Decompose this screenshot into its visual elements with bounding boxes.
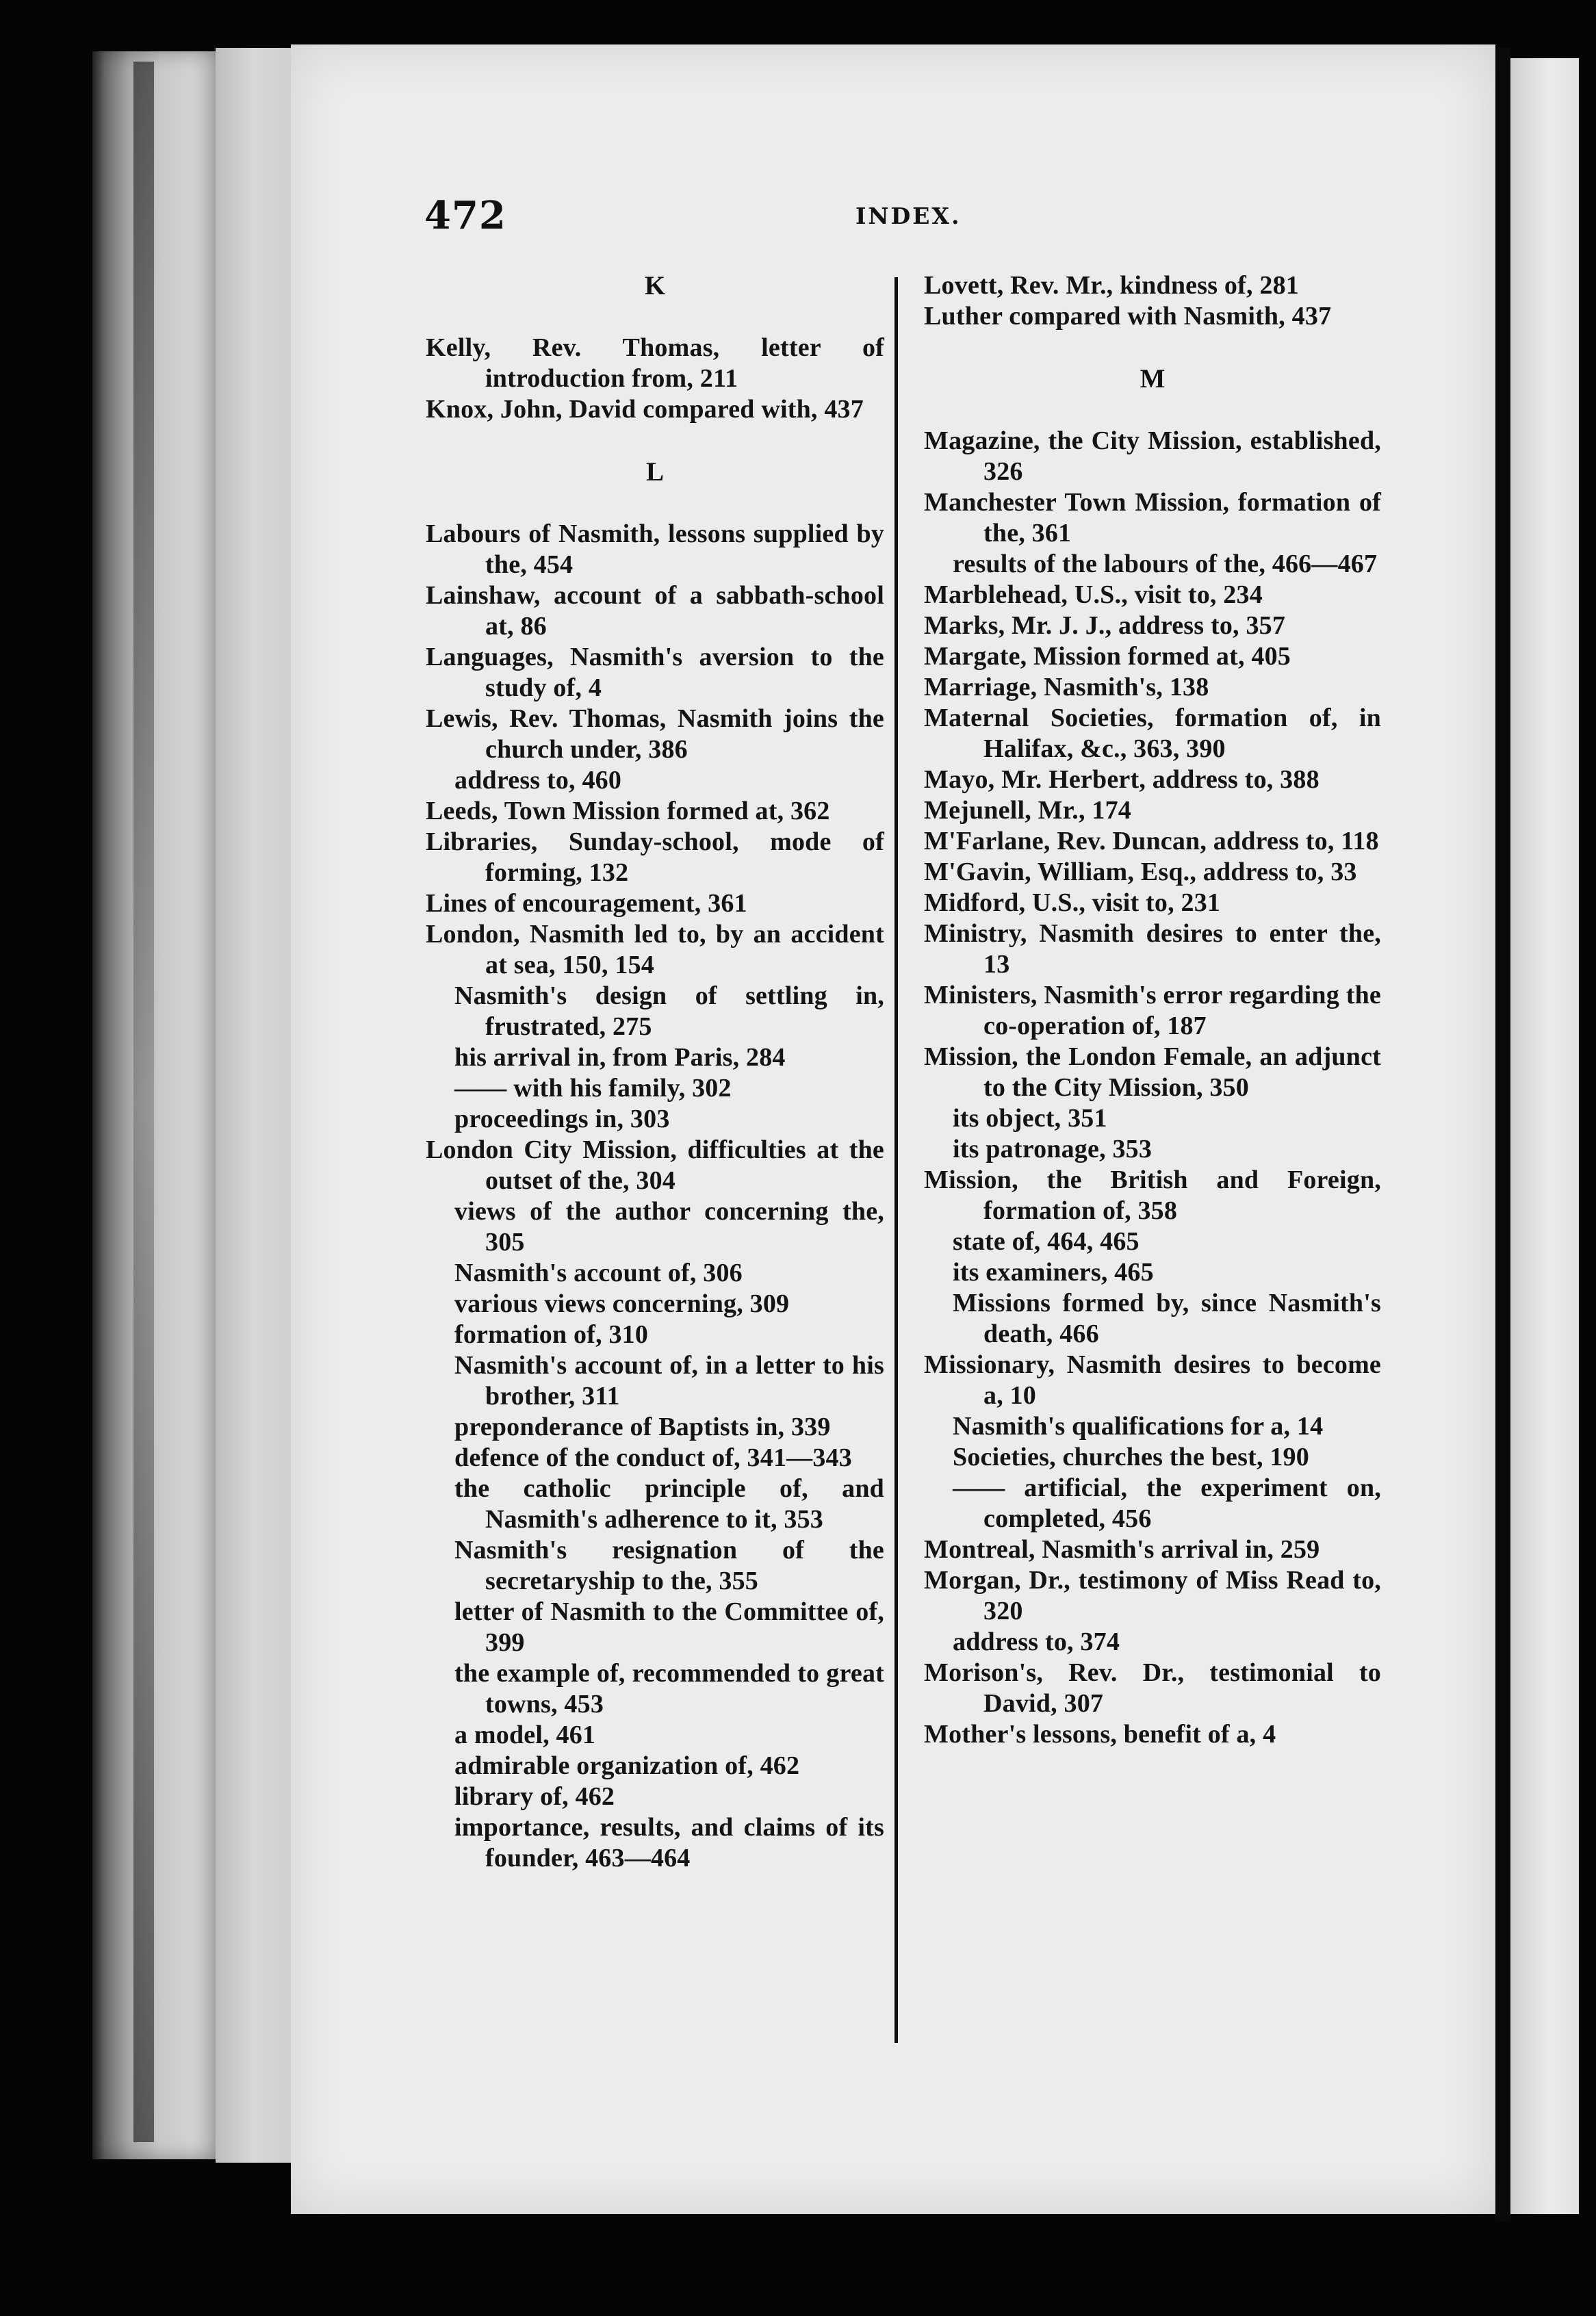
- index-subentry: admirable organization of, 462: [454, 1751, 800, 1780]
- index-subentry: its patronage, 353: [953, 1135, 1153, 1163]
- index-subentry: views of the author concerning the, 305: [454, 1197, 884, 1257]
- index-column-right: [924, 270, 1381, 1750]
- index-entry: Marks, Mr. J. J., address to, 357: [924, 611, 1286, 640]
- index-subentry: Nasmith's account of, in a letter to his brother, 311: [454, 1351, 884, 1411]
- index-subentry: defence of the conduct of, 341—343: [454, 1443, 852, 1472]
- index-entry: Luther compared with Nasmith, 437: [924, 302, 1332, 331]
- index-entry: Leeds, Town Mission formed at, 362: [426, 797, 830, 825]
- section-letter-heading: K: [644, 271, 666, 300]
- index-subentry: Nasmith's account of, 306: [454, 1259, 743, 1287]
- index-entry: Libraries, Sunday-school, mode of forming, 132: [426, 827, 884, 887]
- section-spacer: [924, 394, 1381, 426]
- section-spacer: [924, 332, 1381, 363]
- index-entry: Labours of Nasmith, lessons supplied by the, 454: [426, 519, 884, 579]
- index-subentry: library of, 462: [454, 1782, 615, 1811]
- index-entry: Marblehead, U.S., visit to, 234: [924, 580, 1263, 609]
- index-entry: London City Mission, difficulties at the outset of the, 304: [426, 1135, 884, 1195]
- section-spacer: [426, 301, 884, 333]
- index-subentry: state of, 464, 465: [953, 1227, 1140, 1256]
- index-entry: Ministers, Nasmith's error regarding the co-operation of, 187: [924, 981, 1381, 1040]
- index-subentry: his arrival in, from Paris, 284: [454, 1043, 786, 1072]
- index-subentry: proceedings in, 303: [454, 1105, 670, 1133]
- book-gutter: [1495, 48, 1510, 2221]
- book-page-edges: [92, 51, 216, 2159]
- index-subentry: preponderance of Baptists in, 339: [454, 1413, 831, 1441]
- index-subentry: the catholic principle of, and Nasmith's adherence to it, 353: [454, 1474, 884, 1534]
- index-entry: Languages, Nasmith's aversion to the study of, 4: [426, 643, 884, 702]
- index-entry: Magazine, the City Mission, established, 326: [924, 426, 1381, 486]
- index-subentry: Nasmith's design of settling in, frustrated, 275: [454, 981, 884, 1041]
- index-subentry: address to, 374: [953, 1627, 1120, 1656]
- index-entry: Kelly, Rev. Thomas, letter of introduction from, 211: [426, 333, 884, 393]
- index-column-left: [426, 270, 884, 1874]
- index-entry: Morison's, Rev. Dr., testimonial to David, 307: [924, 1658, 1381, 1718]
- index-subentry: Missions formed by, since Nasmith's death, 466: [953, 1289, 1381, 1348]
- index-entry: M'Gavin, William, Esq., address to, 33: [924, 858, 1357, 886]
- index-entry: Mejunell, Mr., 174: [924, 796, 1131, 825]
- index-subentry: the example of, recommended to great towns, 453: [454, 1659, 884, 1719]
- index-subentry: a model, 461: [454, 1721, 596, 1749]
- index-subentry: address to, 460: [454, 766, 622, 795]
- index-entry: Marriage, Nasmith's, 138: [924, 673, 1209, 702]
- index-entry: Missionary, Nasmith desires to become a, 10: [924, 1350, 1381, 1410]
- index-subentry: Nasmith's resignation of the secretaryship to the, 355: [454, 1536, 884, 1595]
- index-subentry: formation of, 310: [454, 1320, 649, 1349]
- index-subentry: importance, results, and claims of its founder, 463—464: [454, 1813, 884, 1873]
- index-subentry: its examiners, 465: [953, 1258, 1154, 1287]
- index-subentry: letter of Nasmith to the Committee of, 399: [454, 1597, 884, 1657]
- index-entry: M'Farlane, Rev. Duncan, address to, 118: [924, 827, 1379, 855]
- page-header: [424, 193, 1382, 248]
- section-letter-heading: M: [1140, 364, 1166, 394]
- index-subentry: —— with his family, 302: [454, 1074, 732, 1103]
- section-spacer: [426, 487, 884, 519]
- index-entry: Manchester Town Mission, formation of the, 361: [924, 488, 1381, 548]
- page-edge-shadow: [133, 62, 154, 2142]
- section-letter-heading: L: [645, 457, 664, 487]
- index-entry: Lines of encouragement, 361: [426, 889, 747, 918]
- section-spacer: [426, 425, 884, 456]
- index-entry: Midford, U.S., visit to, 231: [924, 888, 1221, 917]
- index-entry: Mission, the British and Foreign, formation of, 358: [924, 1166, 1381, 1225]
- index-subentry: —— artificial, the experiment on, completed, 456: [953, 1474, 1381, 1533]
- index-subentry: Nasmith's qualifications for a, 14: [953, 1412, 1324, 1441]
- index-entry: Knox, John, David compared with, 437: [426, 395, 864, 424]
- index-entry: Mission, the London Female, an adjunct to the City Mission, 350: [924, 1042, 1381, 1102]
- index-entry: London, Nasmith led to, by an accident at sea, 150, 154: [426, 920, 884, 979]
- running-head: INDEX.: [855, 203, 962, 229]
- index-entry: Margate, Mission formed at, 405: [924, 642, 1291, 671]
- index-entry: Morgan, Dr., testimony of Miss Read to, 320: [924, 1566, 1381, 1625]
- index-entry: Lovett, Rev. Mr., kindness of, 281: [924, 271, 1299, 300]
- index-entry: Lewis, Rev. Thomas, Nasmith joins the church under, 386: [426, 704, 884, 764]
- index-entry: Maternal Societies, formation of, in Halifax, &c., 363, 390: [924, 704, 1381, 763]
- index-entry: Montreal, Nasmith's arrival in, 259: [924, 1535, 1320, 1564]
- index-subentry: its object, 351: [953, 1104, 1107, 1133]
- index-subentry: results of the labours of the, 466—467: [953, 550, 1378, 578]
- facing-page-edge: [1510, 58, 1579, 2214]
- index-entry: Mayo, Mr. Herbert, address to, 388: [924, 765, 1320, 794]
- page-edge-inner: [216, 48, 291, 2163]
- index-entry: Ministry, Nasmith desires to enter the, 13: [924, 919, 1381, 979]
- index-subentry: various views concerning, 309: [454, 1289, 790, 1318]
- index-subentry: Societies, churches the best, 190: [953, 1443, 1309, 1471]
- column-divider: [894, 277, 898, 2043]
- index-entry: Mother's lessons, benefit of a, 4: [924, 1720, 1276, 1749]
- index-entry: Lainshaw, account of a sabbath-school at, 86: [426, 581, 884, 641]
- page-number: 472: [424, 193, 506, 238]
